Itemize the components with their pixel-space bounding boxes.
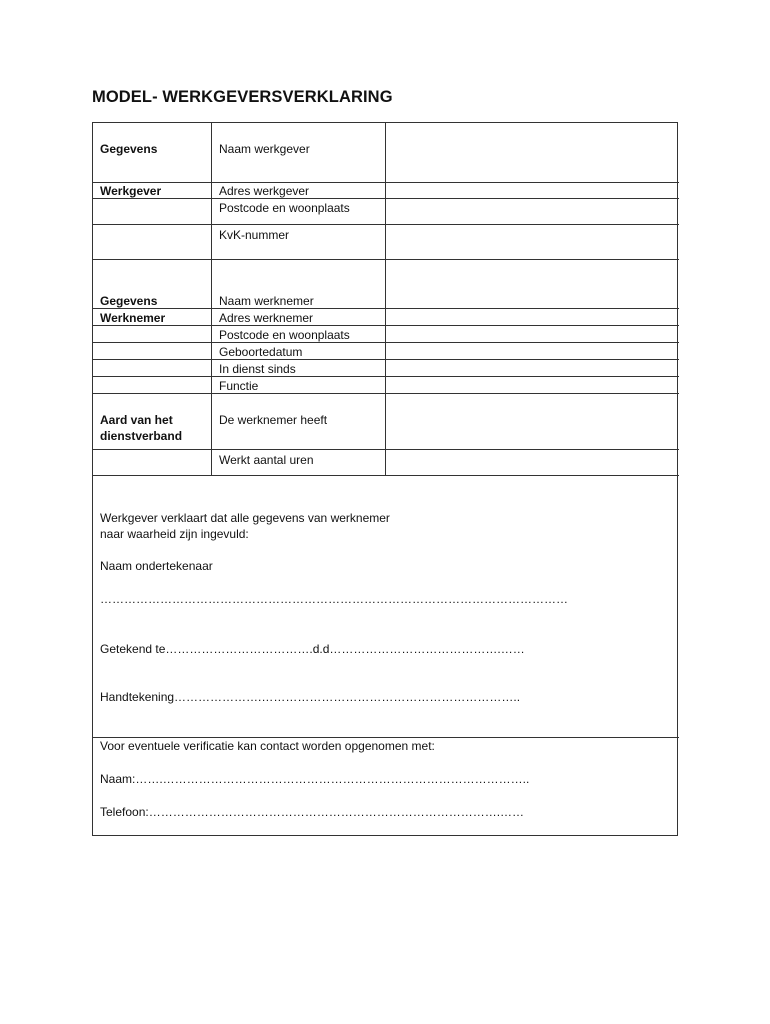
birthdate-input[interactable] [386,343,678,359]
function-input[interactable] [386,377,678,393]
declaration-line-2: naar waarheid zijn ingevuld: [100,527,249,541]
employee-heading-1: Gegevens [100,294,158,308]
table-bottom-divider [93,475,679,476]
signer-label: Naam ondertekenaar [100,559,213,573]
field-label: Naam werkgever [219,142,310,156]
signature-line[interactable]: Handtekening………………….……………………………………………………….. [100,690,521,704]
employee-heading-2: Werknemer [100,311,166,325]
employer-postcode-input[interactable] [386,199,678,224]
field-label: Functie [219,379,259,393]
section-divider [93,737,679,738]
kvk-number-input[interactable] [386,225,678,259]
field-label: Postcode en woonplaats [219,328,350,342]
column-divider [211,123,212,475]
employer-name-input[interactable] [386,124,678,182]
declaration-line-1: Werkgever verklaart dat alle gegevens van werknemer [100,511,390,525]
declaration-form [92,122,678,836]
working-hours-input[interactable] [386,450,678,475]
verification-intro: Voor eventuele verificatie kan contact worden opgenomen met: [100,739,435,753]
field-label: KvK-nummer [219,228,290,242]
verification-phone-line[interactable]: Telefoon:…………………………………………………………………………….…… [100,805,525,819]
signer-name-line[interactable]: ……………………………………………………………………………………………………… [100,592,568,606]
verification-name-line[interactable]: Naam:…….……………………………………………………………………………….. [100,772,530,786]
field-label: Adres werknemer [219,311,314,325]
employer-heading-2: Werkgever [100,184,162,198]
field-label: Werkt aantal uren [219,453,314,467]
field-label: Geboortedatum [219,345,303,359]
employee-address-input[interactable] [386,309,678,325]
field-label: In dienst sinds [219,362,296,376]
field-label: De werknemer heeft [219,413,328,427]
field-label: Adres werkgever [219,184,310,198]
signed-place-date-line[interactable]: Getekend te……………………………….d.d…………………………………….…… [100,642,525,656]
employee-name-input[interactable] [386,260,678,308]
employer-heading-1: Gegevens [100,142,158,156]
employment-type-input[interactable] [386,394,678,449]
page-title: MODEL- WERKGEVERSVERKLARING [92,88,393,106]
employment-start-input[interactable] [386,360,678,376]
employment-heading-1: Aard van het [100,413,173,427]
employee-postcode-input[interactable] [386,326,678,342]
employment-heading-2: dienstverband [100,429,183,443]
field-label: Naam werknemer [219,294,314,308]
employer-address-input[interactable] [386,183,678,198]
field-label: Postcode en woonplaats [219,201,350,215]
